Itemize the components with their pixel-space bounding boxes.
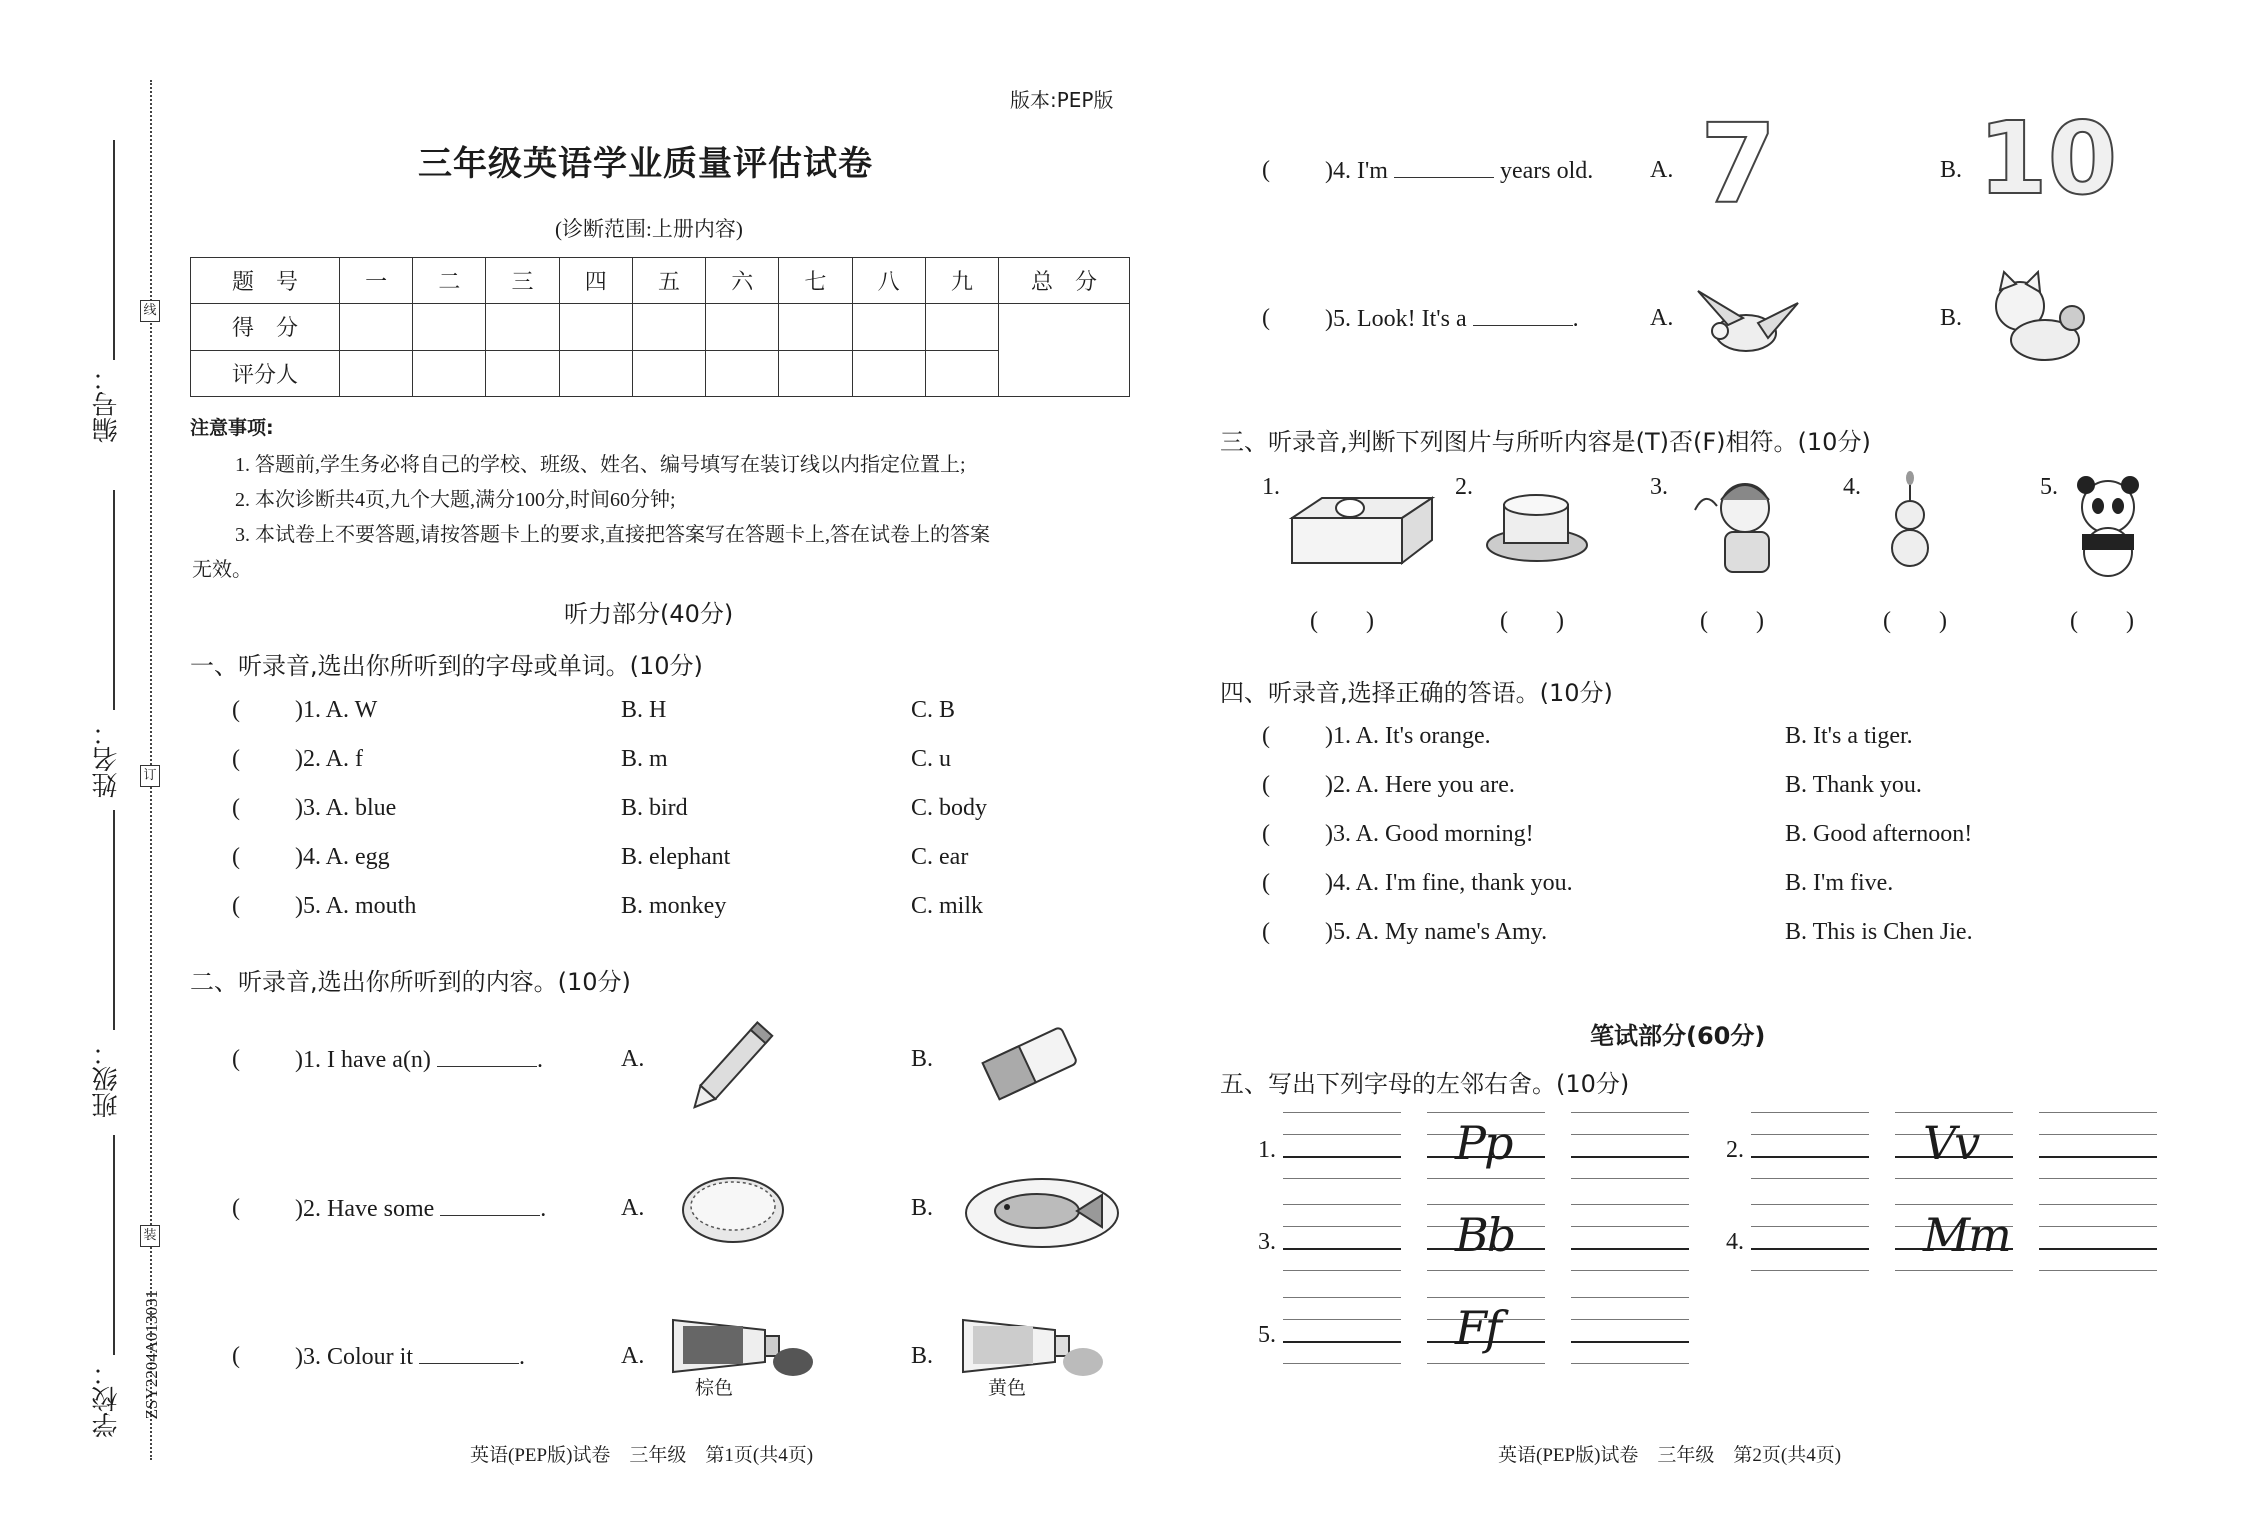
s1-q5-c: C. milk (911, 893, 984, 919)
answer-paren[interactable]: ( ) (2070, 608, 2134, 634)
option-b-label: B. (1940, 157, 1963, 183)
answer-paren[interactable]: ( (1262, 723, 1270, 749)
rice-bowl-picture[interactable] (678, 1170, 788, 1250)
answer-paren[interactable]: ( (232, 844, 240, 870)
write-line-right[interactable] (1571, 1112, 1689, 1182)
s4-q5-b: B. This is Chen Jie. (1785, 919, 1973, 945)
field-line-school[interactable] (113, 1135, 115, 1355)
score-header-cell: 三 (486, 258, 559, 304)
score-cell[interactable] (632, 350, 705, 396)
write-line-left[interactable] (1283, 1204, 1401, 1274)
s1-q2-a: )2. A. f (295, 746, 363, 772)
score-header-cell: 九 (925, 258, 998, 304)
write-line-right[interactable] (1571, 1204, 1689, 1274)
s2-q1-text (295, 1046, 543, 1074)
s1-q3-b: B. bird (621, 795, 688, 821)
score-cell[interactable] (706, 350, 779, 396)
score-row-label: 得 分 (191, 304, 340, 350)
s3-num: 4. (1843, 474, 1861, 500)
binding-mark-bind: 装 (140, 1225, 160, 1247)
score-header-cell: 四 (559, 258, 632, 304)
score-cell[interactable] (779, 304, 852, 350)
s2-q2-pre: )2. Have some (295, 1196, 435, 1222)
listening-header: 听力部分(40分) (564, 600, 734, 628)
fish-plate-picture[interactable] (962, 1165, 1122, 1255)
s2-q1-post: . (536, 1047, 543, 1073)
blank-line[interactable] (1473, 305, 1573, 326)
answer-paren[interactable]: ( (1262, 305, 1270, 331)
s1-q1-a: )1. A. W (295, 697, 378, 723)
score-header-cell: 七 (779, 258, 852, 304)
option-b-label: B. (911, 1195, 934, 1221)
note-item: 3. 本试卷上不要答题,请按答题卡上的要求,直接把答案写在答题卡上,答在试卷上的答案 (235, 524, 990, 546)
s1-q3-c: C. body (911, 795, 988, 821)
letter-given (1427, 1297, 1545, 1367)
s1-q1-c: C. B (911, 697, 956, 723)
score-cell[interactable] (340, 304, 413, 350)
answer-paren[interactable]: ( (1262, 870, 1270, 896)
s3-num: 1. (1262, 474, 1280, 500)
option-b-label: B. (911, 1046, 934, 1072)
s1-q5-b: B. monkey (621, 893, 727, 919)
section-3-title: 三、听录音,判断下列图片与所听内容是(T)否(F)相符。(10分) (1220, 428, 1871, 456)
field-label-school: 学校： (92, 1360, 122, 1438)
eraser-picture[interactable] (975, 1015, 1085, 1110)
score-table-row (191, 350, 1130, 396)
score-cell[interactable] (559, 350, 632, 396)
s2-q5-text (1325, 305, 1579, 333)
notes-title: 注意事项: (190, 417, 274, 439)
s2-q2-text (295, 1195, 546, 1223)
s1-q1-b: B. H (621, 697, 667, 723)
score-table-row (191, 304, 1130, 350)
version-label: 版本:PEP版 (1010, 88, 1114, 112)
score-cell[interactable] (413, 304, 486, 350)
s2-q4-pre: )4. I'm (1325, 158, 1388, 184)
letter-text: Ff (1455, 1301, 1500, 1355)
score-row-label: 评分人 (191, 350, 340, 396)
note-item: 1. 答题前,学生务必将自己的学校、班级、姓名、编号填写在装订线以内指定位置上; (235, 454, 966, 476)
field-label-number: 编号： (92, 365, 122, 443)
number-ten-picture[interactable]: 10 (1978, 100, 2118, 217)
letter-given (1895, 1112, 2013, 1182)
score-cell[interactable] (632, 304, 705, 350)
s1-q4-c: C. ear (911, 844, 969, 870)
s1-q3-a: )3. A. blue (295, 795, 397, 821)
write-line-right[interactable] (1571, 1297, 1689, 1367)
s4-q1-a: )1. A. It's orange. (1325, 723, 1491, 749)
number-eight-candle-picture[interactable] (1885, 470, 1935, 580)
score-cell[interactable] (706, 304, 779, 350)
note-item: 2. 本次诊断共4页,九个大题,满分100分,时间60分钟; (235, 489, 676, 511)
answer-paren[interactable]: ( ) (1310, 608, 1374, 634)
s5-num: 2. (1726, 1137, 1744, 1163)
score-cell[interactable] (779, 350, 852, 396)
writing-header: 笔试部分(60分) (1590, 1022, 1766, 1050)
option-a-label: A. (621, 1046, 645, 1072)
s2-q5-pre: )5. Look! It's a (1325, 306, 1467, 332)
score-header-cell: 二 (413, 258, 486, 304)
score-cell[interactable] (925, 350, 998, 396)
paper-code: ZSY2204A013031 (142, 1290, 161, 1420)
blank-line[interactable] (440, 1195, 540, 1216)
s3-num: 3. (1650, 474, 1668, 500)
s2-q4-post: years old. (1499, 158, 1594, 184)
blank-line[interactable] (1394, 157, 1494, 178)
score-cell[interactable] (559, 304, 632, 350)
answer-paren[interactable]: ( ) (1883, 608, 1947, 634)
s5-num: 1. (1258, 1137, 1276, 1163)
s2-q3-pre: )3. Colour it (295, 1344, 413, 1370)
s5-num: 5. (1258, 1322, 1276, 1348)
s4-q4-a: )4. A. I'm fine, thank you. (1325, 870, 1573, 896)
field-label-class: 班级： (92, 1040, 122, 1118)
score-cell[interactable] (486, 304, 559, 350)
s5-num: 4. (1726, 1229, 1744, 1255)
cake-picture[interactable] (1482, 475, 1592, 570)
color-label-brown: 棕色 (695, 1377, 734, 1399)
score-table-header-row (191, 258, 1130, 304)
s1-q2-c: C. u (911, 746, 952, 772)
s1-q2-b: B. m (621, 746, 668, 772)
panda-picture[interactable] (2068, 472, 2158, 580)
write-line-left[interactable] (1751, 1112, 1869, 1182)
answer-paren[interactable]: ( (232, 795, 240, 821)
score-header-cell: 题 号 (191, 258, 340, 304)
s1-q4-a: )4. A. egg (295, 844, 390, 870)
s1-q4-b: B. elephant (621, 844, 731, 870)
page-subtitle: (诊断范围:上册内容) (555, 217, 743, 241)
s4-q3-a: )3. A. Good morning! (1325, 821, 1534, 847)
s2-q3-text (295, 1343, 525, 1371)
letter-text: Pp (1455, 1116, 1512, 1170)
blank-line[interactable] (437, 1046, 537, 1067)
field-label-name: 姓名： (92, 720, 122, 798)
write-line-left[interactable] (1283, 1112, 1401, 1182)
s4-q4-b: B. I'm five. (1785, 870, 1894, 896)
section-1-title: 一、听录音,选出你所听到的字母或单词。(10分) (190, 652, 703, 680)
section-4-title: 四、听录音,选择正确的答语。(10分) (1220, 679, 1613, 707)
score-header-cell: 一 (340, 258, 413, 304)
field-line-number[interactable] (113, 140, 115, 360)
score-cell[interactable] (486, 350, 559, 396)
page-title: 三年级英语学业质量评估试卷 (418, 144, 873, 184)
brown-paint-tube-picture[interactable] (665, 1310, 815, 1390)
field-line-class[interactable] (113, 810, 115, 1030)
answer-paren[interactable]: ( (1262, 157, 1270, 183)
s3-num: 2. (1455, 474, 1473, 500)
answer-paren[interactable]: ( (232, 1195, 240, 1221)
answer-paren[interactable]: ( (232, 697, 240, 723)
write-line-right[interactable] (2039, 1112, 2157, 1182)
s5-num: 3. (1258, 1229, 1276, 1255)
option-b-label: B. (1940, 305, 1963, 331)
answer-paren[interactable]: ( (232, 746, 240, 772)
blank-line[interactable] (419, 1343, 519, 1364)
score-cell[interactable] (340, 350, 413, 396)
letter-given (1895, 1204, 2013, 1274)
box-picture[interactable] (1282, 478, 1442, 568)
answer-paren[interactable]: ( ) (1500, 608, 1564, 634)
page-2-footer: 英语(PEP版)试卷 三年级 第2页(共4页) (1498, 1445, 1842, 1466)
option-a-label: A. (621, 1195, 645, 1221)
cat-picture[interactable] (1980, 270, 2095, 370)
pencil-picture[interactable] (678, 1015, 778, 1125)
answer-paren[interactable]: ( (232, 1046, 240, 1072)
answer-paren[interactable]: ( (1262, 772, 1270, 798)
score-cell[interactable] (925, 304, 998, 350)
s4-q5-a: )5. A. My name's Amy. (1325, 919, 1548, 945)
answer-paren[interactable]: ( (232, 893, 240, 919)
child-eating-picture[interactable] (1685, 470, 1795, 580)
binding-mark-staple: 订 (140, 765, 160, 787)
answer-paren[interactable]: ( (1262, 919, 1270, 945)
s4-q2-b: B. Thank you. (1785, 772, 1922, 798)
section-2-title: 二、听录音,选出你所听到的内容。(10分) (190, 968, 631, 996)
note-item: 无效。 (192, 559, 252, 581)
letter-text: Mm (1923, 1208, 2010, 1262)
s4-q1-b: B. It's a tiger. (1785, 723, 1913, 749)
bird-picture[interactable] (1688, 283, 1803, 368)
score-cell[interactable] (852, 304, 925, 350)
score-header-cell: 五 (632, 258, 705, 304)
write-line-left[interactable] (1751, 1204, 1869, 1274)
color-label-yellow: 黄色 (988, 1377, 1027, 1399)
write-line-left[interactable] (1283, 1297, 1401, 1367)
letter-given (1427, 1112, 1545, 1182)
s4-q3-b: B. Good afternoon! (1785, 821, 1973, 847)
score-table (190, 257, 1130, 397)
binding-mark-line: 线 (140, 300, 160, 322)
write-line-right[interactable] (2039, 1204, 2157, 1274)
option-a-label: A. (1650, 157, 1674, 183)
page-1-footer: 英语(PEP版)试卷 三年级 第1页(共4页) (470, 1445, 814, 1466)
option-a-label: A. (1650, 305, 1674, 331)
answer-paren[interactable]: ( (1262, 821, 1270, 847)
yellow-paint-tube-picture[interactable] (955, 1310, 1105, 1390)
number-seven-picture[interactable]: 7 (1700, 100, 1777, 228)
score-header-cell: 六 (706, 258, 779, 304)
s2-q2-post: . (540, 1196, 547, 1222)
s4-q2-a: )2. A. Here you are. (1325, 772, 1515, 798)
field-line-name[interactable] (113, 490, 115, 710)
section-5-title: 五、写出下列字母的左邻右舍。(10分) (1220, 1070, 1630, 1098)
s2-q5-post: . (1572, 306, 1579, 332)
score-cell[interactable] (852, 350, 925, 396)
score-total-cell[interactable] (999, 304, 1130, 397)
score-header-cell: 八 (852, 258, 925, 304)
letter-text: Bb (1455, 1208, 1515, 1262)
s3-num: 5. (2040, 474, 2058, 500)
s1-q5-a: )5. A. mouth (295, 893, 417, 919)
s2-q1-pre: )1. I have a(n) (295, 1047, 431, 1073)
letter-text: Vv (1923, 1116, 1979, 1170)
s2-q4-text (1325, 157, 1593, 185)
letter-given (1427, 1204, 1545, 1274)
s2-q3-post: . (519, 1344, 525, 1370)
score-cell[interactable] (413, 350, 486, 396)
option-a-label: A. (621, 1343, 645, 1369)
answer-paren[interactable]: ( (232, 1343, 240, 1369)
score-header-cell: 总 分 (999, 258, 1130, 304)
answer-paren[interactable]: ( ) (1700, 608, 1764, 634)
option-b-label: B. (911, 1343, 934, 1369)
